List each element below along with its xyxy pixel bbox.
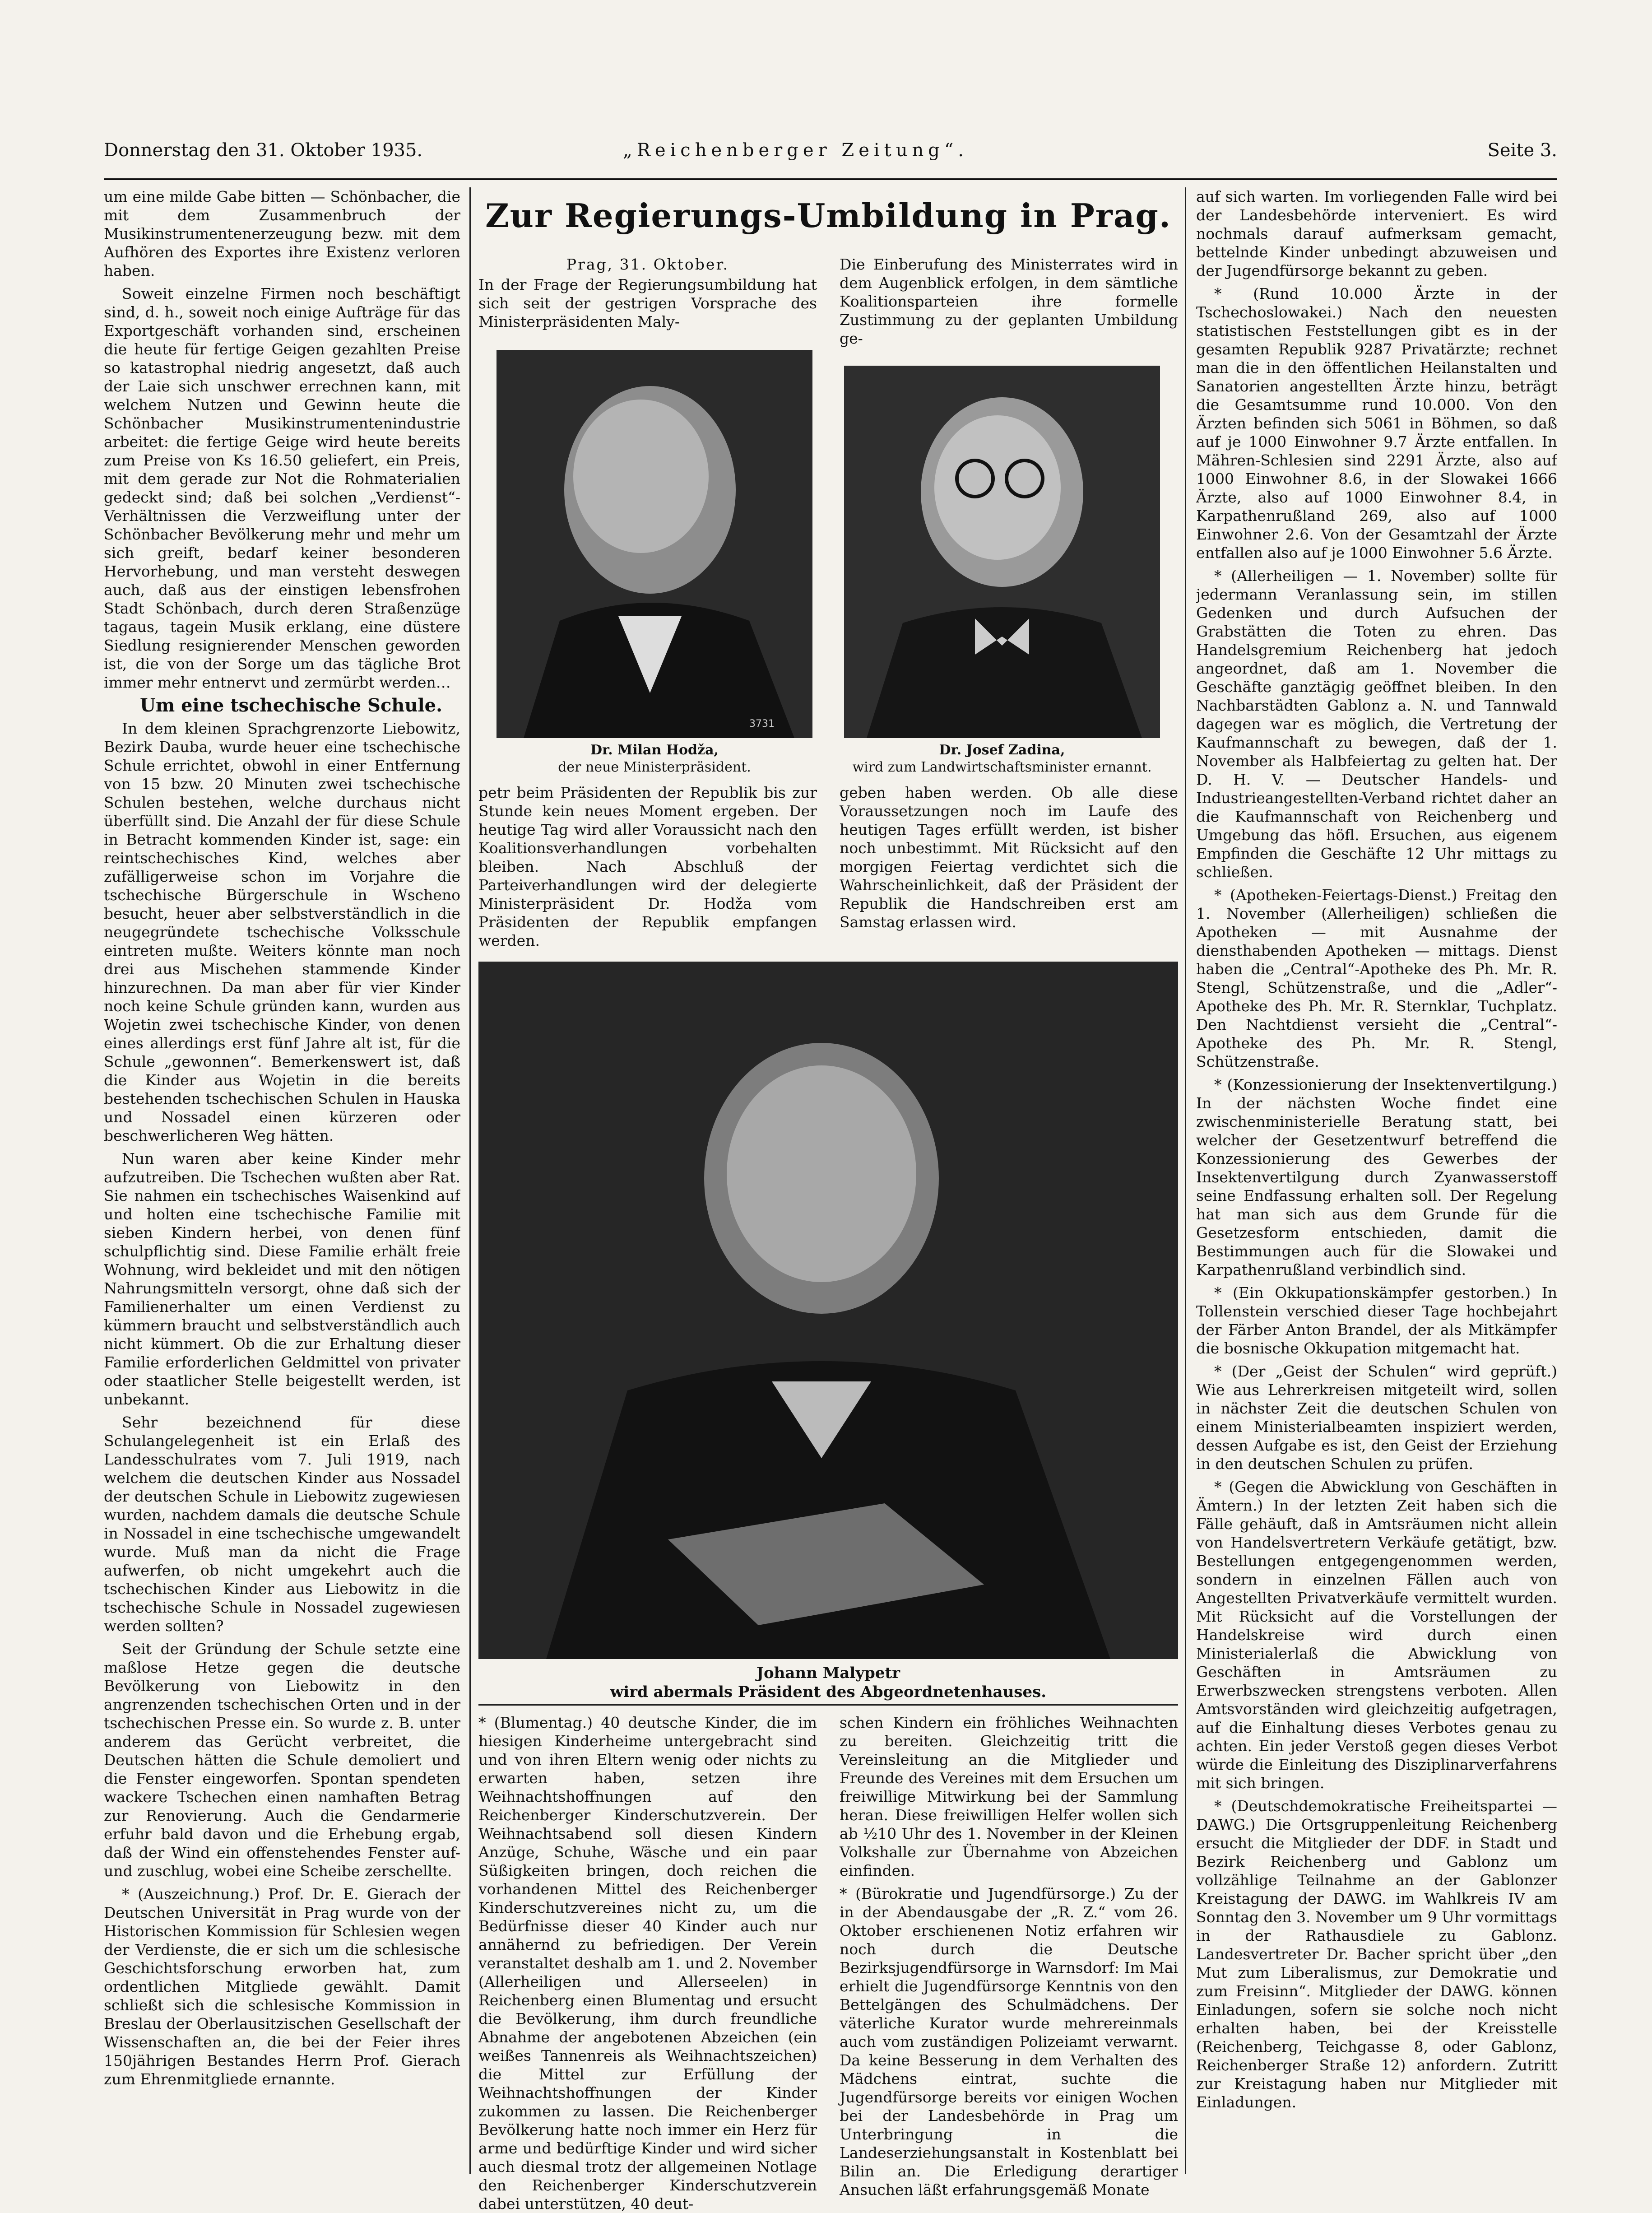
portrait-photo-malypetr [478, 962, 1178, 1659]
news-item: * (Rund 10.000 Ärzte in der Tschechoslowakei.) Nach den neuesten statistischen Feststellungen gibt es in der gesamten Republik 9287 Privatärzte; rechnet man die in den öffentlichen Heilanstalten und Sanatorien angestellten Ärzte hinzu, beträgt die Gesamtsumme rund 10.000. Von den Ärzten befinden sich 5061 in Böhmen, so daß auf je 1000 Einwohner 9.7 Ärzte entfallen. In Mähren-Schlesien sind 2291 Ärzte, also auf 1000 Einwohner 8.6, in der Slowakei 1666 Ärzte, also auf 1000 Einwohner 8.4, in Karpathenrußland 269, also auf 1000 Einwohner 2.6. Von der Gesamtzahl der Ärzte entfallen also auf je 1000 Einwohner 5.6 Ärzte. [1196, 285, 1557, 562]
header-title: „Reichenberger Zeitung“. [623, 140, 969, 161]
article-paragraph: Nun waren aber keine Kinder mehr aufzutreiben. Die Tschechen wußten aber Rat. Sie nahmen ein tschechisches Waisenkind auf und holten eine tschechische Familie mit sieben Kindern herbei, von denen fünf schulpflichtig sind. Diese Familie erhält freie Wohnung, wird bekleidet und mit den nötigen Nahrungsmitteln versorgt, ohne daß sich der Familienerhalter um einen Verdienst zu kümmern braucht und selbstverständlich auch nicht kümmert. Ob die zur Erhaltung dieser Familie erforderlichen Geldmittel von privater oder staatlicher Stelle beigestellt werden, ist unbekannt. [104, 1150, 460, 1408]
column-divider [1185, 187, 1186, 2174]
caption-description: der neue Ministerpräsident. [558, 759, 751, 775]
column-right [1196, 187, 1557, 2174]
news-item: * (Auszeichnung.) Prof. Dr. E. Gierach der Deutschen Universität in Prag wurde von der Historischen Kommission für Schlesien wegen der Verdienste, die er sich um die schlesische Geschichtsforschung erworben hat, zum ordentlichen Mitgliede gewählt. Damit schließt sich die schlesische Kommission in Breslau der Oberlausitzischen Gesellschaft der Wissenschaften an, die bei der Feier ihres 150jährigen Bestandes Herrn Prof. Gierach zum Ehrenmitgliede ernannte. [104, 1885, 460, 2088]
section-rule [478, 1704, 1178, 1706]
header-page-number: Seite 3. [1487, 140, 1557, 161]
page-header [104, 135, 1557, 172]
news-item-blumentag: * (Blumentag.) 40 deutsche Kinder, die im hiesigen Kinderheime untergebracht sind und von ihren Eltern wenig oder nichts zu erwarten haben, setzen ihre Weihnachtshoffnungen auf den Reichenberger Kinderschutzverein. Der Weihnachtsabend soll diesen Kindern Anzüge, Schuhe, Wäsche und ein paar Süßigkeiten bringen, doch reichen die vorhandenen Mittel des Reichenberger Kinderschutzvereines nicht zu, um die Bedürfnisse dieser 40 Kinder auch nur annähernd zu befriedigen. Der Verein veranstaltet deshalb am 1. und 2. November (Allerheiligen und Allerseelen) in Reichenberg einen Blumentag und ersucht die Bevölkerung, ihm durch freundliche Abnahme der angebotenen Abzeichen (ein weißes Tannenreis als Weihnachtszeichen) die Mittel zur Erfüllung der Weihnachtshoffnungen der Kinder zukommen zu lassen. Die Reichenberger Bevölkerung hatte noch immer ein Herz für arme und bedürftige Kinder und wird sicher auch diesmal trotz der allgemeinen Notlage den Reichenberger Kinderschutzverein dabei unterstützen, 40 deut- [478, 1714, 817, 2213]
caption-hodza [497, 742, 812, 776]
news-item-buerokratie: * (Bürokratie und Jugendfürsorge.) Zu der in der Abendausgabe der „R. Z.“ vom 26. Oktober erschienenen Notiz erfahren wir noch durch die Deutsche Bezirksjugendfürsorge in Warnsdorf: Im Mai erhielt die Jugendfürsorge Kenntnis von den Bettelgängen des Schulmädchens. Der väterliche Kurator wurde mehrereinmals auch vom zuständigen Polizeiamt verwarnt. Da keine Besserung in dem Verhalten des Mädchens eintrat, suchte die Jugendfürsorge bereits vor einigen Wochen bei der Landesbehörde in Prag um Unterbringung in die Landeserziehungsanstalt in Kostenblatt bei Bilin an. Die Erledigung derartiger Ansuchen läßt erfahrungsgemäß Monate [840, 1885, 1178, 2199]
news-item: * (Gegen die Abwicklung von Geschäften in Ämtern.) In der letzten Zeit haben sich die Fälle gehäuft, daß in Amtsräumen nicht allein von Handelsvertretern Verkäufe getätigt, bzw. Bestellungen entgegengenommen werden, sondern in einzelnen Fällen auch von Angestellten Privatverkäufe vermittelt wurden. Mit Rücksicht auf die Vorstellungen der Handelskreise wird durch einen Ministerialerlaß die Abwicklung von Geschäften in Amtsräumen zu Erwerbszwecken strengstens verboten. Allen Amtsvorständen wird gleichzeitig aufgetragen, auf die Einhaltung dieses Verbotes genau zu achten. Ein jeder Verstoß gegen dieses Verbot würde die Einleitung des Disziplinarverfahrens mit sich bringen. [1196, 1478, 1557, 1792]
caption-name: Johann Malypetr [756, 1664, 900, 1682]
news-item: * (Konzessionierung der Insektenvertilgung.) In der nächsten Woche findet eine zwischenministerielle Beratung statt, bei welcher der Gesetzentwurf betreffend die Konzessionierung des Gewerbes der Insektenvertilgung durch Zyanwasserstoff seine Endfassung erhalten soll. Der Regelung hat man sich aus dem Grunde für die Gesetzesform entschieden, damit die Bestimmungen auch für die Slowakei und Karpathenrußland verbindlich sind. [1196, 1076, 1557, 1279]
article-paragraph: In dem kleinen Sprachgrenzorte Liebowitz, Bezirk Dauba, wurde heuer eine tschechische Schule errichtet, obwohl in einer Entfernung von 15 bzw. 20 Minuten zwei tschechische Schulen bestehen, welche durchaus nicht überfüllt sind. Die Anzahl der für diese Schule in Betracht kommenden Kinder ist, sage: ein reintschechisches Kind, welches aber zufälligerweise schon im Vorjahre die tschechische Bürgerschule in Wscheno besucht, heuer aber selbstverständlich in die neugegründete tschechische Volksschule eintreten mußte. Weiters könnte man noch drei aus Mischehen stammende Kinder hinzurechnen. Da man aber für vier Kinder noch keine Schule gründen kann, wurden aus Wojetin zwei tschechische Kinder, von denen eines allerdings erst fünf Jahre alt ist, für die Schule „gewonnen“. Bemerkenswert ist, daß die Kinder aus Wojetin in die bereits bestehenden tschechischen Schulen in Hauska und Nossadel einen kürzeren oder beschwerlicheren Weg hätten. [104, 720, 460, 1144]
portrait-photo-hodza [497, 350, 812, 738]
news-item: * (Ein Okkupationskämpfer gestorben.) In Tollenstein verschied dieser Tage hochbejahrt der Färber Anton Brandel, der als Mitkämpfer die bosnische Okkupation mitgemacht hat. [1196, 1284, 1557, 1357]
news-item-column [840, 1713, 1178, 2199]
article-continuation-right: geben haben werden. Ob alle diese Voraussetzungen noch im Laufe des heutigen Tages erfüllt werden, ist bisher noch unbestimmt. Mit Rücksicht auf den morgigen Feiertag verdichtet sich die Wahrscheinlichkeit, daß der Präsident der Republik die Handschreiben erst am Samstag erlassen wird. [840, 784, 1178, 931]
column-divider [469, 187, 471, 2174]
news-item: * (Apotheken-Feiertags-Dienst.) Freitag den 1. November (Allerheiligen) schließen die Apotheken — mit Ausnahme der diensthabenden Apotheken — mittags. Dienst haben die „Central“-Apotheke des Ph. Mr. R. Stengl, Schützenstraße, und die „Adler“-Apotheke des Ph. Mr. R. Sternklar, Tuchplatz. Den Nachtdienst versieht die „Central“-Apotheke des Ph. Mr. R. Stengl, Schützenstraße. [1196, 886, 1557, 1070]
caption-description: wird zum Landwirtschaftsminister ernannt. [852, 759, 1152, 775]
caption-name: Dr. Josef Zadina, [939, 742, 1065, 758]
news-item: * (Allerheiligen — 1. November) sollte für jedermann Veranlassung sein, im stillen Gedenken und durch Aufsuchen der Grabstätten die Toten zu ehren. Das Handelsgremium Reichenberg hat jedoch angeordnet, daß am 1. November die Geschäfte ganztägig geöffnet bleiben. In den Nachbarstädten Gablonz a. N. und Tannwald dagegen war es möglich, die Vertretung der Kaufmannschaft zu bewegen, daß der 1. November als Halbfeiertag zu gelten hat. Der D. H. V. — Deutscher Handels- und Industrieangestellten-Verband richtet daher an die Kaufmannschaft von Reichenberg und Umgebung das höfl. Ersuchen, aus eigenem Empfinden die Geschäfte 12 Uhr mittags zu schließen. [1196, 567, 1557, 881]
dateline: Prag, 31. Oktober. [566, 256, 729, 273]
news-item: * (Der „Geist der Schulen“ wird geprüft.) Wie aus Lehrerkreisen mitgeteilt wird, sollen in nächster Zeit die deutschen Schulen von einem Ministerialbeamten inspiziert werden, dessen Aufgabe es ist, den Geist der Erziehung in den deutschen Schulen zu prüfen. [1196, 1362, 1557, 1473]
header-rule [104, 178, 1557, 180]
article-paragraph: Sehr bezeichnend für diese Schulangelegenheit ist ein Erlaß des Landesschulrates vom 7. Juli 1919, nach welchem die deutschen Kinder aus Nossadel der deutschen Schule in Liebowitz zugewiesen wurden, nachdem damals die deutsche Schule in Nossadel in eine tschechische umgewandelt wurde. Muß man da nicht die Frage aufwerfen, ob nicht umgekehrt auch die tschechischen Kinder aus Liebowitz in die tschechische Schule in Nossadel zugewiesen werden sollten? [104, 1413, 460, 1635]
portrait-photo-zadina [844, 366, 1160, 738]
header-date: Donnerstag den 31. Oktober 1935. [104, 140, 423, 161]
lead-paragraph-right: Die Einberufung des Ministerrates wird in dem Augenblick erfolgen, in dem sämtliche Koalitionsparteien ihre formelle Zustimmung zu der geplanten Umbildung ge- [840, 256, 1178, 347]
article-paragraph: Seit der Gründung der Schule setzte eine maßlose Hetze gegen die deutsche Bevölkerung von Liebowitz in den angrenzenden tschechischen Orten und in der tschechischen Presse ein. So wurde z. B. unter anderem das Gerücht verbreitet, die Deutschen hätten die Schule demoliert und die Fenster eingeworfen. Spontan spendeten wackere Tschechen einen namhaften Betrag zur Renovierung. Auch die Gendarmerie erfuhr bald davon und die Erhebung ergab, daß der Wind ein offenstehendes Fenster auf- und zuschlug, wobei eine Scheibe zerschellte. [104, 1640, 460, 1880]
column-left [104, 187, 460, 2174]
article-continuation-left: petr beim Präsidenten der Republik bis zur Stunde kein neues Moment ergeben. Der heutige Tag wird aller Voraussicht nach den Koalitionsverhandlungen vorbehalten bleiben. Nach Abschluß der Parteiverhandlungen wird der delegierte Ministerpräsident Dr. Hodža vom Präsidenten der Republik empfangen werden. [478, 784, 817, 949]
caption-name: Dr. Milan Hodža, [590, 742, 719, 758]
caption-zadina [844, 742, 1160, 776]
caption-malypetr [478, 1664, 1178, 1702]
article-paragraph: um eine milde Gabe bitten — Schönbacher, die mit dem Zusammenbruch der Musikinstrumentenerzeugung bezw. mit dem Aufhören des Exportes ihre Existenz verloren haben. [104, 188, 460, 279]
news-item-continuation: schen Kindern ein fröhliches Weihnachten zu bereiten. Gleichzeitig tritt die Vereinsleitung an die Mitglieder und Freunde des Vereines mit dem Ersuchen um freiwillige Mitwirkung bei der Sammlung heran. Diese freiwilligen Helfer wollen sich ab ½10 Uhr des 1. November in der Kleinen Volkshalle zur Übernahme von Abzeichen einfinden. [840, 1714, 1178, 1879]
main-headline: Zur Regierungs-Umbildung in Prag. [485, 196, 1171, 235]
news-item: * (Deutschdemokratische Freiheitspartei — DAWG.) Die Ortsgruppenleitung Reichenberg ersucht die Mitglieder der DDF. in Stadt und Bezirk Reichenberg und Gablonz um vollzählige Teilnahme an der Gablonzer Kreistagung der DAWG. im Wahlkreis IV am Sonntag den 3. November um 9 Uhr vormittags in der Rathausdiele zu Gablonz. Landesvertreter Dr. Bacher spricht über „den Mut zum Liberalismus, zur Demokratie und zum Freisinn“. Mitglieder der DAWG. können Einladungen, sofern sie solche noch nicht erhalten haben, bei der Kreisstelle (Reichenberg, Teichgasse 8, oder Gablonz, Reichenberger Straße 12) anfordern. Zutritt zur Kreistagung haben nur Mitglieder mit Einladungen. [1196, 1797, 1557, 2111]
section-title: Um eine tschechische Schule. [139, 695, 443, 716]
caption-description: wird abermals Präsident des Abgeordnetenhauses. [610, 1683, 1047, 1701]
lead-text: In der Frage der Regierungsumbildung hat sich seit der gestrigen Vorsprache des Ministerpräsidenten Maly- [478, 276, 817, 330]
article-paragraph: Soweit einzelne Firmen noch beschäftigt sind, d. h., soweit noch einige Aufträge für das Exportgeschäft vorhanden sind, erscheinen die heute für fertige Geigen gezahlten Preise so katastrophal niedrig angesetzt, daß auch der Laie sich unschwer errechnen kann, mit welchem Nutzen und Gewinn heute die Schönbacher Musikinstrumentenindustrie arbeitet: die fertige Geige wird heute bereits zum Preise von Ks 16.50 geliefert, ein Preis, mit dem gerade zur Not die Rohmaterialien gedeckt sind; daß bei solchen „Verdienst“-Verhältnissen die Verzweiflung unter der Schönbacher Bevölkerung mehr und mehr um sich greift, bedarf keiner besonderen Hervorhebung, und man versteht deswegen auch, daß aus der einstigen lebensfrohen Stadt Schönbach, durch deren Straßenzüge tagaus, tagein Musik erklang, eine düstere Siedlung resignierender Menschen geworden ist, die von der Sorge um das tägliche Brot immer mehr entnervt und zermürbt werden… [104, 285, 460, 691]
lead-paragraph-left [478, 255, 817, 331]
newspaper-page [104, 135, 1557, 2213]
article-paragraph: auf sich warten. Im vorliegenden Falle wird bei der Landesbehörde interveniert. Es wird nochmals darauf aufmerksam gemacht, bettelnde Kinder unbedingt abzuweisen und der Jugendfürsorge bekannt zu geben. [1196, 188, 1557, 279]
photo-number: 3731 [749, 718, 775, 730]
